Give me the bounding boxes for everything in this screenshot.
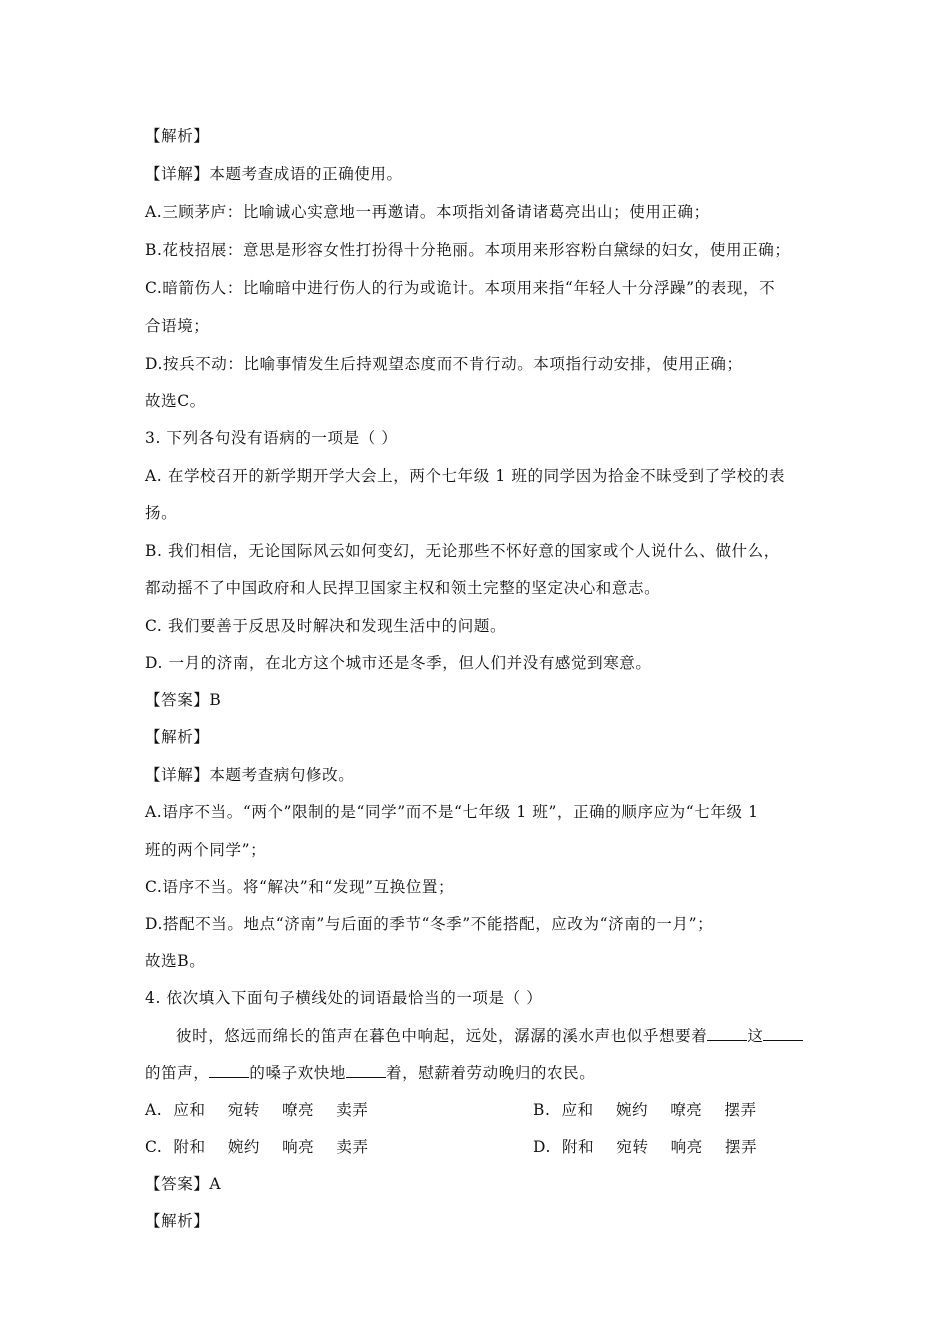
q4-option-c: C. 附和 婉约 响亮 卖弄	[145, 1138, 369, 1156]
question-4-stem: 4. 依次填入下面句子横线处的词语最恰当的一项是（ ）	[145, 989, 543, 1007]
q3-explanation-d: D.搭配不当。地点“济南”与后面的季节“冬季”不能搭配，应改为“济南的一月”；	[145, 915, 714, 933]
q3-section-label-jiexi: 【解析】	[145, 728, 210, 746]
q3-option-b-line2: 都动摇不了中国政府和人民捍卫国家主权和领土完整的坚定决心和意志。	[145, 579, 661, 597]
q4-answer: 【答案】A	[145, 1175, 222, 1193]
fill-blank-1	[707, 1026, 747, 1041]
q3-explanation-a-line1: A.语序不当。“两个”限制的是“同学”而不是“七年级 1 班”，正确的顺序应为“七年级 1	[145, 803, 759, 821]
q4-passage-text-3: 的笛声，	[145, 1064, 210, 1082]
section-label-jiexi: 【解析】	[145, 127, 210, 145]
fill-blank-4	[346, 1063, 386, 1078]
q4-passage-text-2: 这	[747, 1027, 764, 1045]
explanation-a: A.三顾茅庐：比喻诚心实意地一再邀请。本项指刘备请诸葛亮出山；使用正确；	[145, 203, 710, 221]
fill-blank-3	[209, 1063, 249, 1078]
q3-option-c: C. 我们要善于反思及时解决和发现生活中的问题。	[145, 617, 507, 635]
q4-passage-text-4: 的嗓子欢快地	[249, 1064, 347, 1082]
q3-option-b-line1: B. 我们相信，无论国际风云如何变幻，无论那些不怀好意的国家或个人说什么、做什么，	[145, 542, 780, 560]
q3-conclusion: 故选B。	[145, 952, 206, 970]
q4-option-a: A. 应和 宛转 嘹亮 卖弄	[145, 1101, 369, 1119]
fill-blank-2	[763, 1026, 803, 1041]
q3-option-a-line1: A. 在学校召开的新学期开学大会上，两个七年级 1 班的同学因为拾金不昧受到了学校的表	[145, 467, 786, 485]
explanation-b: B.花枝招展：意思是形容女性打扮得十分艳丽。本项用来形容粉白黛绿的妇女，使用正确；	[145, 241, 791, 259]
explanation-c-line1: C.暗箭伤人：比喻暗中进行伤人的行为或诡计。本项用来指“年轻人十分浮躁”的表现，不	[145, 279, 776, 297]
q4-passage-text-5: 着，慰薪着劳动晚归的农民。	[386, 1064, 596, 1082]
q3-explanation-a-line2: 班的两个同学”；	[145, 841, 267, 859]
explanation-d: D.按兵不动：比喻事情发生后持观望态度而不肯行动。本项指行动安排，使用正确；	[145, 355, 743, 373]
q3-section-label-xiangjie: 【详解】本题考查病句修改。	[145, 766, 355, 784]
q4-passage-line2	[145, 1061, 595, 1083]
q3-option-a-line2: 扬。	[145, 504, 178, 522]
section-label-xiangjie: 【详解】本题考查成语的正确使用。	[145, 165, 403, 183]
question-3-stem: 3. 下列各句没有语病的一项是（ ）	[145, 429, 398, 447]
explanation-c-line2: 合语境；	[145, 317, 210, 335]
q3-answer: 【答案】B	[145, 691, 222, 709]
q4-passage-text-1: 彼时，悠远而绵长的笛声在暮色中响起，远处，潺潺的溪水声也似乎想要着	[176, 1027, 708, 1045]
q4-passage-line1	[176, 1024, 803, 1046]
q4-section-label-jiexi: 【解析】	[145, 1212, 210, 1230]
q3-option-d: D. 一月的济南，在北方这个城市还是冬季，但人们并没有感觉到寒意。	[145, 654, 652, 672]
q3-explanation-c: C.语序不当。将“解决”和“发现”互换位置；	[145, 878, 455, 896]
q4-option-d: D. 附和 宛转 响亮 摆弄	[533, 1138, 758, 1156]
q4-option-b: B. 应和 婉约 嘹亮 摆弄	[533, 1101, 757, 1119]
conclusion-1: 故选C。	[145, 392, 206, 410]
